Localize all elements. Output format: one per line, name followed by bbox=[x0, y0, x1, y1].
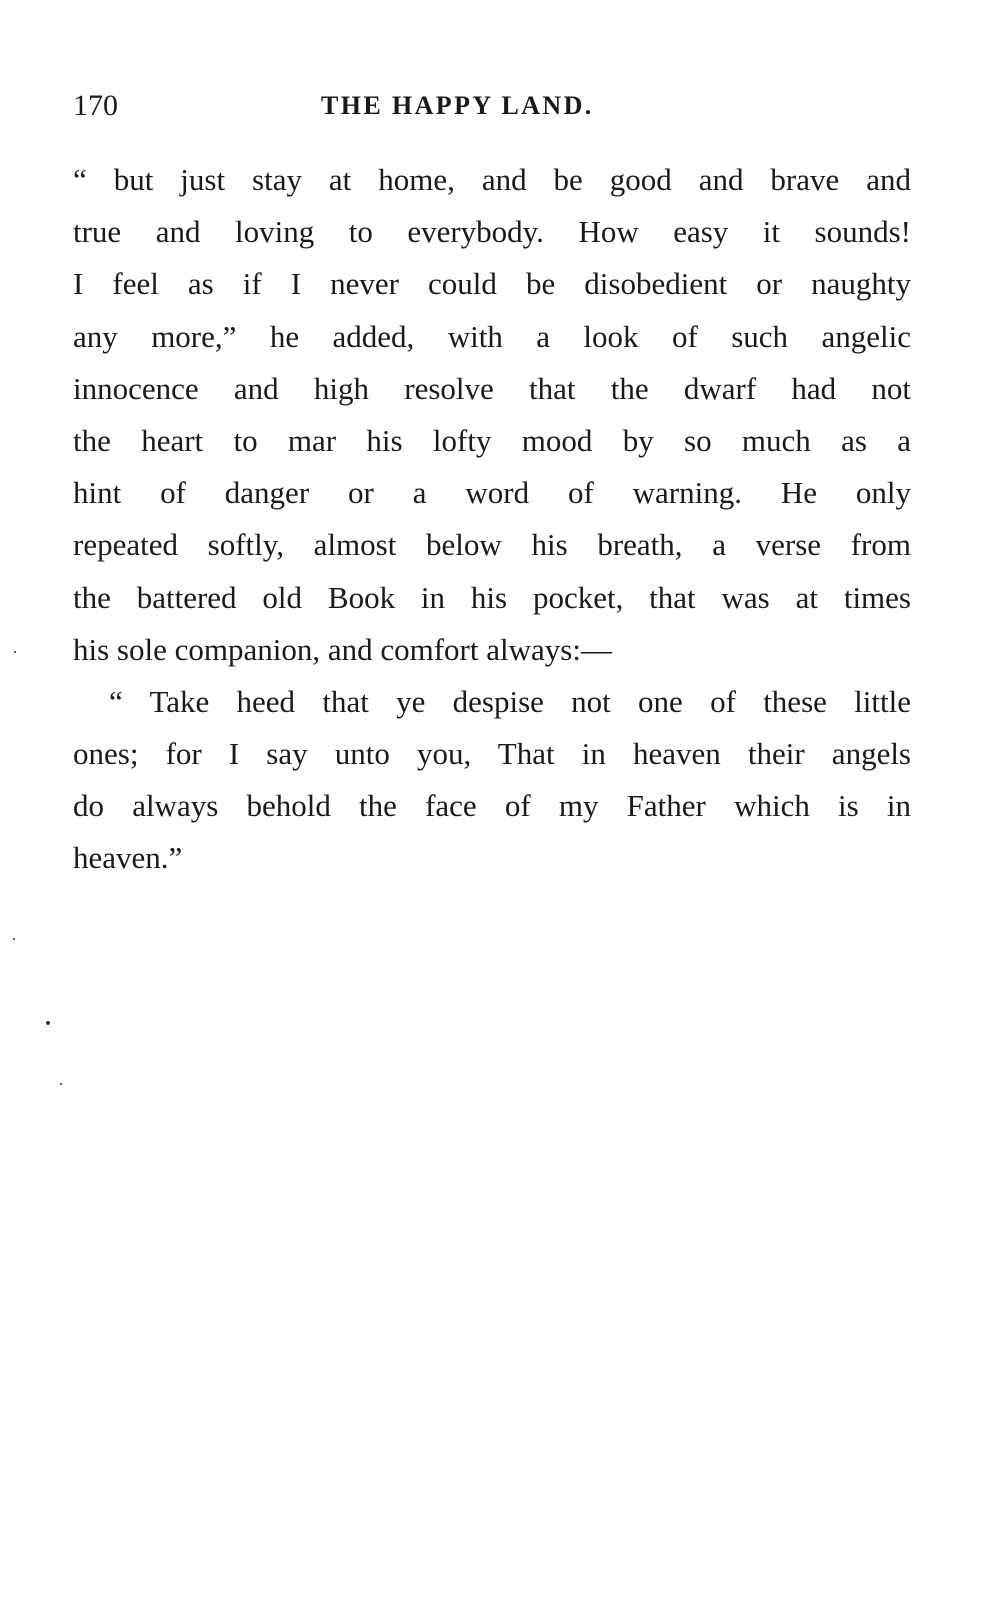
text-line: “ but just stay at home, and be good and brave and bbox=[73, 162, 911, 197]
text-line: true and loving to everybody. How easy it sounds! bbox=[73, 214, 911, 250]
text-line: ones; for I say unto you, That in heaven their angels bbox=[73, 736, 911, 772]
page-number: 170 bbox=[73, 89, 118, 122]
text-line: the heart to mar his lofty mood by so much as a bbox=[73, 422, 911, 458]
text-line: repeated softly, almost below his breath, a verse from bbox=[73, 527, 911, 563]
text-line: hint of danger or a word of warning. He only bbox=[73, 475, 911, 511]
text-line: do always behold the face of my Father which is in bbox=[73, 788, 911, 824]
text-line: “ Take heed that ye despise not one of these little bbox=[109, 683, 911, 719]
scan-speck bbox=[13, 938, 15, 940]
text-line: his sole companion, and comfort always:— bbox=[73, 631, 612, 667]
scan-speck bbox=[46, 1021, 50, 1025]
running-title: THE HAPPY LAND. bbox=[321, 91, 594, 120]
text-line: the battered old Book in his pocket, that was at times bbox=[73, 579, 911, 615]
text-line: heaven.” bbox=[73, 840, 183, 876]
page-header bbox=[73, 86, 911, 126]
text-line: innocence and high resolve that the dwarf had not bbox=[73, 370, 911, 406]
scan-speck bbox=[60, 1083, 62, 1085]
body-text bbox=[73, 154, 911, 885]
paragraph-narrative bbox=[73, 154, 911, 676]
paragraph-quotation bbox=[73, 676, 911, 885]
text-line: any more,” he added, with a look of such angelic bbox=[73, 318, 911, 354]
text-line: I feel as if I never could be disobedient or naughty bbox=[73, 266, 911, 302]
scan-speck bbox=[14, 651, 16, 653]
